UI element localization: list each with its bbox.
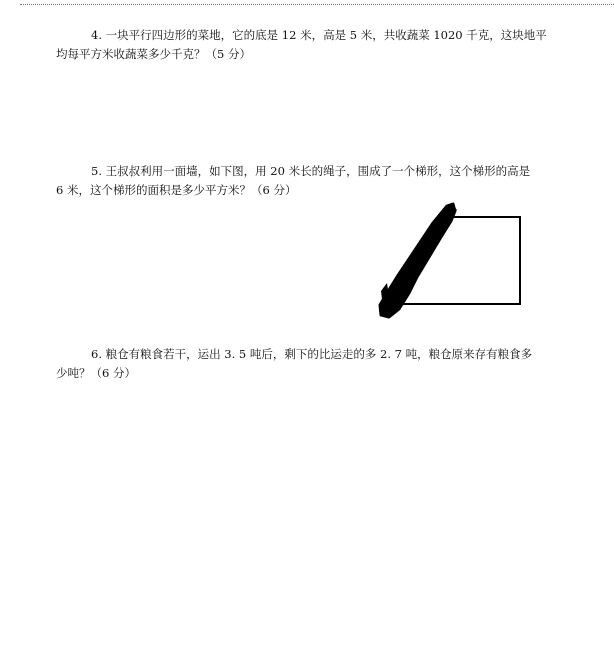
question-5 [56, 162, 531, 200]
question-6 [56, 345, 533, 383]
question-4-line-1: 4. 一块平行四边形的菜地，它的底是 12 米，高是 5 米，共收蔬菜 1020 千克，这块地平 [91, 28, 547, 42]
question-5-line-2: 6 米，这个梯形的面积是多少平方米？（6 分） [56, 183, 297, 197]
question-4 [56, 26, 547, 64]
question-6-line-2: 少吨？（6 分） [56, 366, 136, 380]
question-6-line-1: 6. 粮仓有粮食若干，运出 3. 5 吨后，剩下的比运走的多 2. 7 吨，粮仓原来存有粮食多 [91, 347, 533, 361]
top-dotted-rule [20, 4, 614, 5]
trapezoid-figure [375, 201, 525, 324]
question-4-line-2: 均每平方米收蔬菜多少千克？（5 分） [56, 47, 251, 61]
question-5-line-1: 5. 王叔叔利用一面墙，如下图，用 20 米长的绳子，围成了一个梯形，这个梯形的高是 [91, 164, 531, 178]
wall-stroke [380, 204, 455, 317]
